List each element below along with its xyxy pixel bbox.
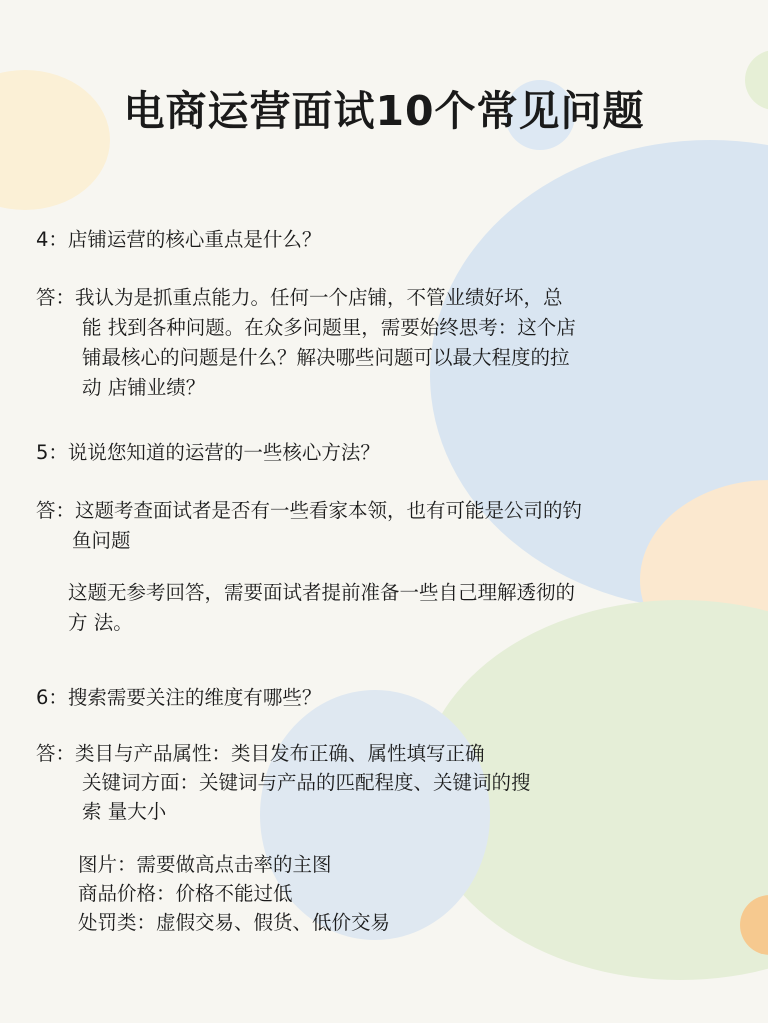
answer-5-line-1: 答：这题考查面试者是否有一些看家本领，也有可能是公司的钓	[36, 499, 583, 522]
note-5-line-1: 这题无参考回答，需要面试者提前准备一些自己理解透彻的	[68, 581, 576, 604]
answer-6-line-1: 答：类目与产品属性：类目发布正确、属性填写正确	[36, 742, 485, 765]
question-4: 4：店铺运营的核心重点是什么？	[36, 228, 322, 251]
answer-4-line-2: 能 找到各种问题。在众多问题里，需要始终思考：这个店	[82, 316, 576, 339]
answer-4-line-3: 铺最核心的问题是什么？解决哪些问题可以最大程度的拉	[82, 346, 570, 369]
page-title: 电商运营面试10个常见问题	[123, 87, 645, 135]
answer-4-line-1: 答：我认为是抓重点能力。任何一个店铺，不管业绩好坏，总	[36, 286, 563, 309]
note-6-line-3: 处罚类：虚假交易、假货、低价交易	[78, 911, 391, 934]
answer-6-line-3: 索 量大小	[82, 800, 167, 823]
answer-6-line-2: 关键词方面：关键词与产品的匹配程度、关键词的搜	[82, 771, 531, 794]
answer-5-line-2: 鱼问题	[72, 529, 131, 552]
note-6-line-1: 图片：需要做高点击率的主图	[78, 853, 332, 876]
answer-4-line-4: 动 店铺业绩？	[82, 376, 206, 399]
note-5-line-2: 方 法。	[68, 611, 133, 634]
decor-circle-blue-bottom	[260, 690, 490, 940]
question-5: 5：说说您知道的运营的一些核心方法？	[36, 441, 380, 464]
question-6: 6：搜索需要关注的维度有哪些？	[36, 686, 322, 709]
note-6-line-2: 商品价格：价格不能过低	[78, 882, 293, 905]
